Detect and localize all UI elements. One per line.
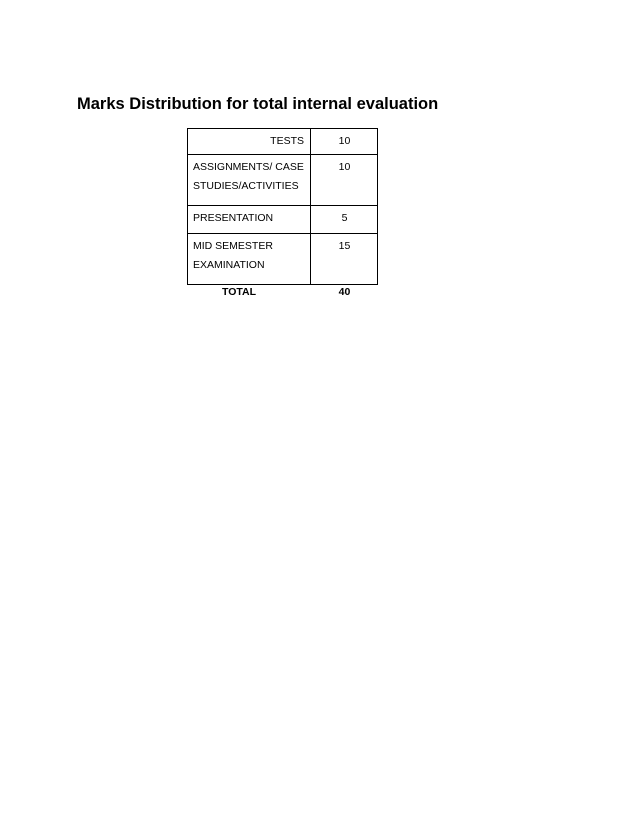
document-heading: Marks Distribution for total internal evaluation [77, 95, 439, 113]
table-row-assignments [188, 155, 378, 206]
row-label-mid-semester-line-2: EXAMINATION [193, 259, 265, 271]
row-value-presentation: 5 [311, 206, 378, 234]
row-label-tests: TESTS [188, 129, 311, 155]
row-value-tests: 10 [311, 129, 378, 155]
table-row-tests [188, 129, 378, 155]
table-row-presentation [188, 206, 378, 234]
table-row-total [188, 285, 378, 305]
marks-distribution-table [187, 128, 378, 304]
row-value-mid-semester: 15 [311, 234, 378, 285]
row-label-mid-semester-line-1: MID SEMESTER [193, 240, 273, 252]
row-label-mid-semester [188, 234, 311, 285]
row-label-assignments [188, 155, 311, 206]
row-label-assignments-line-1: ASSIGNMENTS/ CASE [193, 161, 304, 173]
table-row-mid-semester [188, 234, 378, 285]
row-label-presentation: PRESENTATION [188, 206, 311, 234]
total-value: 40 [338, 286, 351, 298]
row-value-assignments: 10 [311, 155, 378, 206]
total-label: TOTAL [221, 286, 257, 298]
row-label-assignments-line-2: STUDIES/ACTIVITIES [193, 180, 299, 192]
